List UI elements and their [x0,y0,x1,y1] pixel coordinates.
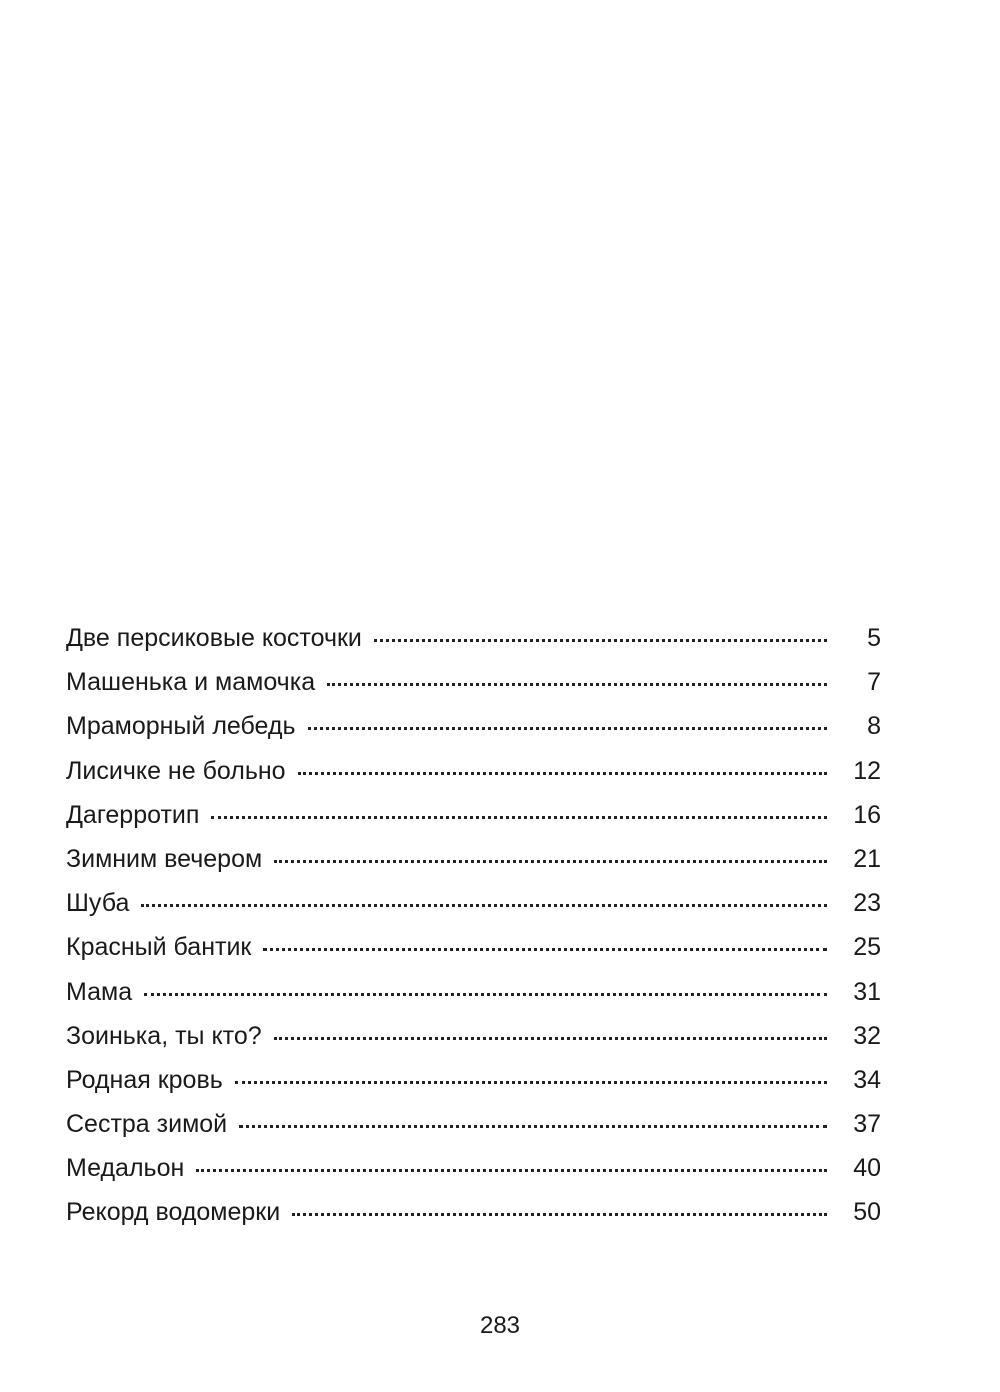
toc-entry-page: 21 [853,844,881,873]
toc-entry-page: 34 [853,1065,881,1094]
toc-entry [66,1154,881,1198]
toc-entry [66,1198,881,1242]
toc-entry-title: Сестра зимой [66,1110,228,1139]
page-number: 283 [479,1312,521,1339]
dot-leader [327,683,827,686]
toc-entry [66,1110,881,1154]
dot-leader [298,772,827,775]
toc-entry-title: Медальон [66,1154,185,1183]
toc-entry-page: 5 [867,624,881,652]
dot-leader [211,816,827,819]
toc-entry-page: 23 [853,889,881,918]
toc-entry [66,801,881,845]
dot-leader [144,993,827,996]
toc-entry-page: 50 [853,1198,881,1227]
toc-entry [66,1022,881,1066]
toc-entry-title: Машенька и мамочка [66,668,316,697]
toc-entry [66,845,881,889]
toc-entry-page: 31 [853,977,881,1006]
toc-entry [66,978,881,1022]
toc-entry [66,624,881,668]
toc-entry-title: Зоинька, ты кто? [66,1021,262,1050]
dot-leader [374,639,827,642]
toc-entry [66,889,881,933]
dot-leader [263,948,827,951]
toc-entry-page: 8 [867,712,881,741]
dot-leader [235,1081,827,1084]
toc-entry-title: Мраморный лебедь [66,712,296,741]
toc-entry [66,668,881,712]
dot-leader [274,1037,827,1040]
dot-leader [239,1125,827,1128]
toc-entry-page: 12 [853,756,881,785]
toc-entry-title: Лисичке не больно [66,756,286,785]
toc-entry-page: 37 [853,1110,881,1139]
toc-entry-page: 40 [853,1154,881,1183]
dot-leader [141,904,827,907]
toc-entry [66,757,881,801]
toc-entry-title: Родная кровь [66,1065,223,1094]
toc-entry-title: Красный бантик [66,933,252,962]
dot-leader [274,860,827,863]
toc-entry-title: Шуба [66,889,130,918]
toc-entry-page: 32 [853,1021,881,1050]
toc-entry [66,1066,881,1110]
toc-entry-title: Рекорд водомерки [66,1198,281,1227]
dot-leader [308,727,827,730]
toc-entry [66,712,881,756]
table-of-contents [66,624,881,1243]
toc-entry-title: Две персиковые косточки [66,624,362,652]
dot-leader [292,1213,827,1216]
toc-entry-title: Мама [66,977,133,1006]
toc-entry-page: 16 [853,800,881,829]
toc-entry-title: Дагерротип [66,800,200,829]
dot-leader [196,1169,827,1172]
toc-entry-page: 7 [867,668,881,697]
toc-entry [66,933,881,977]
toc-entry-page: 25 [853,933,881,962]
toc-entry-title: Зимним вечером [66,844,263,873]
